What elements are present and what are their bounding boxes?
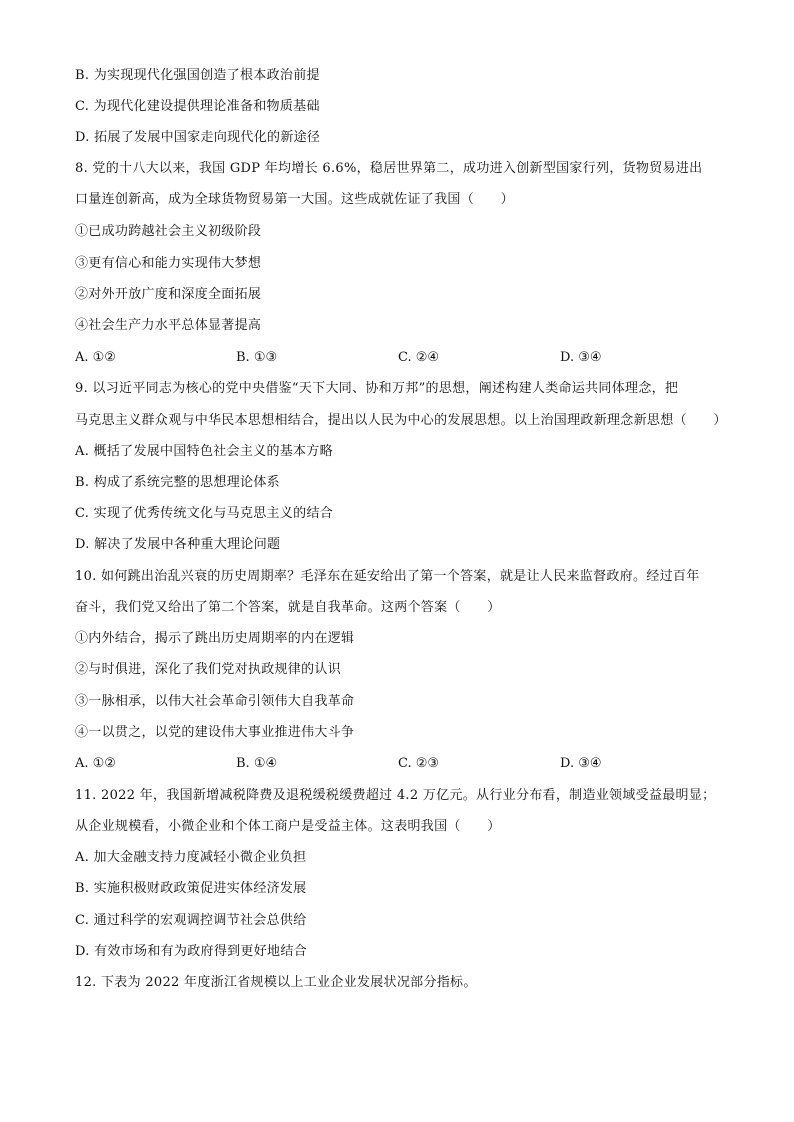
q10-statement-1: ①内外结合，揭示了跳出历史周期率的内在逻辑 bbox=[75, 631, 355, 646]
q8-statement-4: ④社会生产力水平总体显著提高 bbox=[75, 318, 262, 333]
q10-stem-line-1: 10. 如何跳出治乱兴衰的历史周期率？毛泽东在延安给出了第一个答案，就是让人民来监督政府。经过百年 bbox=[75, 569, 700, 584]
q11-stem-line-2: 从企业规模看，小微企业和个体工商户是受益主体。这表明我国（ ） bbox=[75, 819, 501, 834]
q8-option-b: B. ①③ bbox=[236, 350, 278, 365]
q11-option-b: B. 实施积极财政政策促进实体经济发展 bbox=[75, 881, 307, 896]
q10-option-b: B. ①④ bbox=[236, 756, 278, 771]
q10-option-d: D. ③④ bbox=[560, 756, 602, 771]
q10-statement-4: ④一以贯之，以党的建设伟大事业推进伟大斗争 bbox=[75, 725, 355, 740]
q8-statement-3: ③更有信心和能力实现伟大梦想 bbox=[75, 256, 262, 271]
q9-stem-line-2: 马克思主义群众观与中华民本思想相结合，提出以人民为中心的发展思想。以上治国理政新理念新思想（ ） bbox=[75, 413, 727, 428]
q11-option-c: C. 通过科学的宏观调控调节社会总供给 bbox=[75, 913, 307, 928]
q10-statement-2: ②与时俱进，深化了我们党对执政规律的认识 bbox=[75, 662, 342, 677]
q8-statement-1: ①已成功跨越社会主义初级阶段 bbox=[75, 224, 262, 239]
q11-stem-line-1: 11. 2022 年，我国新增减税降费及退税缓税缓费超过 4.2 万亿元。从行业分布看，制造业领域受益最明显； bbox=[75, 788, 716, 803]
q8-option-d: D. ③④ bbox=[560, 350, 602, 365]
q8-stem-line-2: 口量连创新高，成为全球货物贸易第一大国。这些成就佐证了我国（ ） bbox=[75, 192, 514, 207]
q9-option-b: B. 构成了系统完整的思想理论体系 bbox=[75, 475, 280, 490]
q10-statement-3: ③一脉相承，以伟大社会革命引领伟大自我革命 bbox=[75, 694, 355, 709]
q8-stem-line-1: 8. 党的十八大以来，我国 GDP 年均增长 6.6%，稳居世界第二，成功进入创新型国家行列，货物贸易进出 bbox=[75, 161, 703, 176]
q10-option-c: C. ②③ bbox=[398, 756, 440, 771]
q9-option-a: A. 概括了发展中国特色社会主义的基本方略 bbox=[75, 444, 333, 459]
q9-option-c: C. 实现了优秀传统文化与马克思主义的结合 bbox=[75, 506, 334, 521]
q8-statement-2: ②对外开放广度和深度全面拓展 bbox=[75, 287, 262, 302]
q7-option-c: C. 为现代化建设提供理论准备和物质基础 bbox=[75, 99, 320, 114]
q10-option-a: A. ①② bbox=[75, 756, 116, 771]
q9-stem-line-1: 9. 以习近平同志为核心的党中央借鉴“天下大同、协和万邦”的思想，阐述构建人类命运共同体理念，把 bbox=[75, 381, 679, 396]
q7-option-d: D. 拓展了发展中国家走向现代化的新途径 bbox=[75, 130, 321, 145]
q8-option-c: C. ②④ bbox=[398, 350, 440, 365]
q9-option-d: D. 解决了发展中各种重大理论问题 bbox=[75, 537, 281, 552]
q7-option-b: B. 为实现现代化强国创造了根本政治前提 bbox=[75, 68, 320, 83]
q11-option-d: D. 有效市场和有为政府得到更好地结合 bbox=[75, 944, 307, 959]
q12-stem: 12. 下表为 2022 年度浙江省规模以上工业企业发展状况部分指标。 bbox=[75, 975, 477, 990]
q11-option-a: A. 加大金融支持力度减轻小微企业负担 bbox=[75, 850, 307, 865]
q8-option-a: A. ①② bbox=[75, 350, 116, 365]
q10-stem-line-2: 奋斗，我们党又给出了第二个答案，就是自我革命。这两个答案（ ） bbox=[75, 600, 501, 615]
